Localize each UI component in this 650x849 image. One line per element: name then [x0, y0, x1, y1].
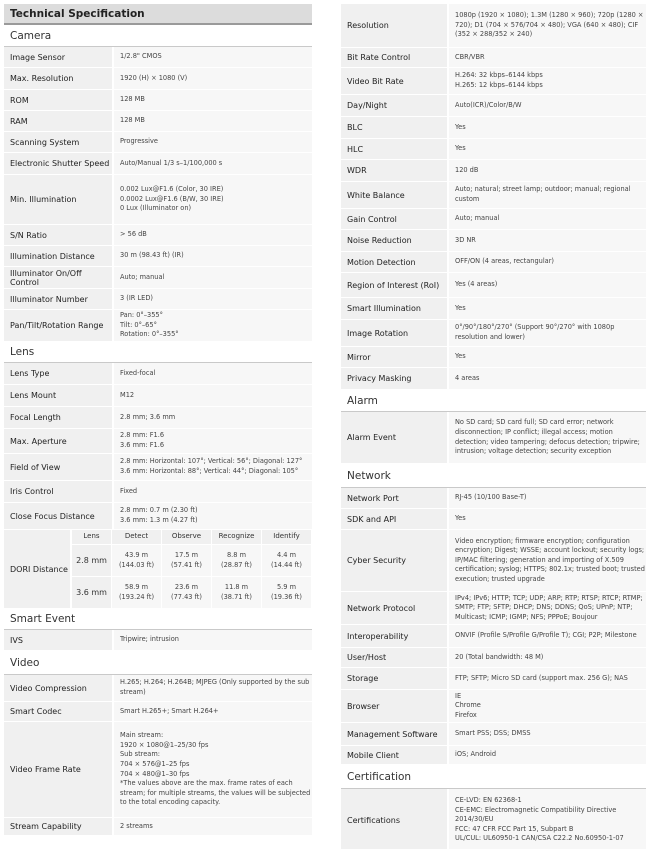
spec-key: Image Rotation	[341, 320, 447, 346]
spec-key: Day/Night	[341, 95, 447, 116]
dori-table	[4, 530, 312, 609]
spec-key: WDR	[341, 160, 447, 181]
spec-key: Smart Illumination	[341, 298, 447, 319]
spec-key: Lens Mount	[4, 385, 112, 406]
spec-value-text: Auto; manual	[455, 214, 500, 223]
spec-row	[341, 530, 646, 592]
spec-key: Region of Interest (RoI)	[341, 273, 447, 297]
spec-value	[112, 481, 312, 502]
image-settings-table	[341, 4, 646, 390]
dori-cell-lens: 3.6 mm	[72, 577, 112, 609]
spec-value-text: Yes (4 areas)	[455, 280, 498, 289]
spec-value-text: 128 MB	[120, 95, 145, 104]
dori-cell-observe: 17.5 m (57.41 ft)	[162, 545, 212, 577]
dori-header: Identify	[262, 530, 312, 545]
video-table	[4, 675, 312, 836]
spec-value	[112, 363, 312, 384]
spec-key: Video Frame Rate	[4, 722, 112, 817]
spec-key: User/Host	[341, 648, 447, 667]
spec-key: Certifications	[341, 789, 447, 849]
spec-value	[447, 209, 646, 229]
spec-row	[4, 153, 312, 175]
spec-row	[341, 509, 646, 530]
spec-key: ROM	[4, 90, 112, 110]
spec-value	[447, 320, 646, 346]
spec-value	[447, 182, 646, 208]
spec-value-text: 2.8 mm; 3.6 mm	[120, 412, 176, 421]
spec-key: Storage	[341, 668, 447, 689]
spec-key: Video Compression	[4, 675, 112, 701]
spec-value-text: FTP; SFTP; Micro SD card (support max. 256 G); NAS	[455, 673, 628, 682]
certification-table	[341, 789, 646, 849]
spec-value	[447, 117, 646, 138]
lens-table	[4, 363, 312, 530]
alarm-table	[341, 412, 646, 464]
spec-value-text: Progressive	[120, 137, 158, 146]
spec-value	[447, 273, 646, 297]
spec-key: IVS	[4, 630, 112, 650]
spec-value-text: H.265; H.264; H.264B; MJPEG (Only supported by the sub stream)	[120, 678, 310, 696]
spec-key: Scanning System	[4, 132, 112, 152]
spec-value	[447, 347, 646, 367]
spec-row	[4, 675, 312, 702]
dori-header: Recognize	[212, 530, 262, 545]
spec-value	[447, 4, 646, 47]
spec-value	[112, 246, 312, 266]
spec-row	[341, 320, 646, 347]
spec-value-text: Yes	[455, 122, 466, 131]
spec-key: Privacy Masking	[341, 368, 447, 389]
spec-value-text: 0.002 Lux@F1.6 (Color, 30 IRE) 0.0002 Lux@F1.6 (B/W, 30 IRE) 0 Lux (Illuminator on)	[120, 185, 224, 213]
spec-key: SDK and API	[341, 509, 447, 529]
spec-value	[447, 648, 646, 667]
spec-key: Iris Control	[4, 481, 112, 502]
spec-value-text: iOS; Android	[455, 750, 497, 759]
spec-key: Mirror	[341, 347, 447, 367]
spec-key: Video Bit Rate	[341, 68, 447, 94]
dori-cell-identify: 4.4 m (14.44 ft)	[262, 545, 312, 577]
spec-key: Network Port	[341, 488, 447, 508]
spec-value	[447, 723, 646, 745]
spec-row	[4, 47, 312, 68]
spec-key: Gain Control	[341, 209, 447, 229]
spec-value-text: Tripwire; intrusion	[120, 635, 179, 644]
spec-value	[447, 298, 646, 319]
spec-key: Management Software	[341, 723, 447, 745]
spec-value-text: OFF/ON (4 areas, rectangular)	[455, 257, 554, 266]
dori-cell-identify: 5.9 m (19.36 ft)	[262, 577, 312, 609]
spec-value	[447, 789, 646, 849]
spec-row	[341, 347, 646, 368]
spec-row	[4, 90, 312, 111]
spec-value-text: 3 (IR LED)	[120, 294, 153, 303]
spec-row	[341, 368, 646, 390]
spec-value-text: 120 dB	[455, 165, 479, 174]
spec-value	[447, 530, 646, 591]
spec-row	[4, 267, 312, 289]
spec-row	[341, 723, 646, 746]
right-column	[341, 4, 646, 849]
spec-value-text: > 56 dB	[120, 230, 147, 239]
spec-value-text: Auto; manual	[120, 272, 165, 281]
spec-row	[341, 648, 646, 668]
spec-value	[447, 230, 646, 251]
spec-value	[447, 368, 646, 389]
spec-key: Motion Detection	[341, 252, 447, 272]
spec-value	[447, 48, 646, 67]
video-heading: Video	[4, 651, 312, 675]
network-heading: Network	[341, 464, 646, 488]
spec-key: White Balance	[341, 182, 447, 208]
spec-row	[341, 690, 646, 723]
dori-cell-observe: 23.6 m (77.43 ft)	[162, 577, 212, 609]
spec-row	[341, 789, 646, 849]
spec-key: Cyber Security	[341, 530, 447, 591]
spec-row	[341, 298, 646, 320]
spec-row	[4, 68, 312, 90]
spec-value	[112, 818, 312, 835]
spec-row	[4, 407, 312, 429]
lens-heading: Lens	[4, 342, 312, 363]
spec-row	[4, 722, 312, 818]
spec-key: Max. Aperture	[4, 429, 112, 453]
spec-value	[112, 175, 312, 224]
dori-grid	[70, 530, 312, 608]
spec-row	[4, 818, 312, 836]
spec-value	[112, 630, 312, 650]
spec-value	[447, 592, 646, 624]
smart-event-table	[4, 630, 312, 651]
spec-value	[112, 454, 312, 480]
spec-row	[341, 592, 646, 625]
dori-label: DORI Distance	[4, 530, 70, 608]
spec-key: Image Sensor	[4, 47, 112, 67]
spec-value	[112, 407, 312, 428]
spec-value-text: 4 areas	[455, 373, 480, 382]
spec-value-text: Auto(ICR)/Color/B/W	[455, 100, 522, 109]
spec-row	[4, 132, 312, 153]
spec-value	[447, 509, 646, 529]
spec-value-text: 0°/90°/180°/270° (Support 90°/270° with 1080p resolution and lower)	[455, 323, 615, 341]
spec-value-text: CBR/VBR	[455, 52, 485, 61]
spec-key: Browser	[341, 690, 447, 722]
spec-row	[341, 95, 646, 117]
spec-row	[341, 230, 646, 252]
spec-key: Smart Codec	[4, 702, 112, 721]
spec-key: Bit Rate Control	[341, 48, 447, 67]
spec-value-text: 20 (Total bandwidth: 48 M)	[455, 652, 544, 661]
spec-value-text: Main stream: 1920 × 1080@1–25/30 fps Sub stream: 704 × 576@1–25 fps 704 × 480@1–30 fps *The values above are the max. frame rates of each stream; for multiple streams, the values will be subjected to the total encoding capacity.	[120, 731, 311, 807]
network-table	[341, 488, 646, 765]
spec-value-text: Video encryption; firmware encryption; configuration encryption; Digest; WSSE; account lockout; security logs; IP/MAC filtering; generation and importing of X.509 certification; syslog; HTTPS; 802.1x; trusted boot; trusted execution; trusted upgrade	[455, 536, 645, 583]
spec-value-text: 2.8 mm: 0.7 m (2.30 ft) 3.6 mm: 1.3 m (4.27 ft)	[120, 506, 198, 524]
spec-key: Noise Reduction	[341, 230, 447, 251]
camera-heading: Camera	[4, 25, 312, 47]
spec-value-text: Yes	[455, 352, 466, 361]
spec-row	[4, 246, 312, 267]
spec-row	[341, 139, 646, 160]
spec-value	[447, 690, 646, 722]
spec-key: Focal Length	[4, 407, 112, 428]
spec-value	[112, 702, 312, 721]
spec-key: Min. Illumination	[4, 175, 112, 224]
dori-header: Observe	[162, 530, 212, 545]
dori-cell-detect: 43.9 m (144.03 ft)	[112, 545, 162, 577]
spec-row	[4, 363, 312, 385]
spec-key: S/N Ratio	[4, 225, 112, 245]
spec-row	[341, 117, 646, 139]
left-column	[4, 4, 312, 836]
spec-value	[112, 289, 312, 309]
spec-value	[112, 385, 312, 406]
spec-value-text: H.264: 32 kbps–6144 kbps H.265: 12 kbps–6144 kbps	[455, 71, 543, 89]
spec-row	[4, 481, 312, 503]
dori-cell-lens: 2.8 mm	[72, 545, 112, 577]
spec-value	[447, 252, 646, 272]
spec-row	[341, 209, 646, 230]
spec-key: Illumination Distance	[4, 246, 112, 266]
dori-cell-recognize: 11.8 m (38.71 ft)	[212, 577, 262, 609]
spec-row	[4, 702, 312, 722]
spec-row	[4, 385, 312, 407]
spec-row	[341, 273, 646, 298]
spec-value-text: Pan: 0°–355° Tilt: 0°–65° Rotation: 0°–355°	[120, 311, 179, 339]
spec-row	[4, 111, 312, 132]
spec-row	[341, 746, 646, 765]
spec-value	[447, 412, 646, 463]
spec-key: BLC	[341, 117, 447, 138]
spec-key: Interoperability	[341, 625, 447, 647]
spec-row	[4, 630, 312, 651]
certification-heading: Certification	[341, 765, 646, 789]
spec-value	[112, 675, 312, 701]
spec-key: HLC	[341, 139, 447, 159]
spec-row	[4, 289, 312, 310]
dori-cell-recognize: 8.8 m (28.87 ft)	[212, 545, 262, 577]
spec-value-text: 1080p (1920 × 1080); 1.3M (1280 × 960); 720p (1280 × 720); D1 (704 × 576/704 × 480); VGA (640 × 480); CIF (352 × 288/352 × 240)	[455, 11, 644, 39]
spec-key: Stream Capability	[4, 818, 112, 835]
spec-row	[341, 625, 646, 648]
spec-value	[447, 668, 646, 689]
spec-key: Mobile Client	[341, 746, 447, 764]
spec-value	[112, 310, 312, 341]
spec-value-text: IPv4; IPv6; HTTP; TCP; UDP; ARP; RTP; RTSP; RTCP; RTMP; SMTP; FTP; SFTP; DHCP; DNS; DDNS; QoS; UPnP; NTP; Multicast; ICMP; IGMP; NFS; PPPoE; Boujour	[455, 593, 643, 621]
spec-value	[447, 95, 646, 116]
spec-key: RAM	[4, 111, 112, 131]
spec-row	[4, 175, 312, 225]
spec-value-text: Auto; natural; street lamp; outdoor; manual; regional custom	[455, 185, 631, 203]
spec-value	[447, 625, 646, 647]
spec-row	[4, 503, 312, 530]
dori-header: Detect	[112, 530, 162, 545]
spec-value-text: Smart H.265+; Smart H.264+	[120, 706, 219, 715]
spec-value	[112, 111, 312, 131]
spec-key: Resolution	[341, 4, 447, 47]
spec-value-text: RJ-45 (10/100 Base-T)	[455, 493, 527, 502]
spec-row	[4, 454, 312, 481]
spec-key: Max. Resolution	[4, 68, 112, 89]
spec-key: Pan/Tilt/Rotation Range	[4, 310, 112, 341]
spec-value-text: Yes	[455, 303, 466, 312]
spec-value-text: 1/2.8" CMOS	[120, 52, 162, 61]
spec-key: Illuminator On/Off Control	[4, 267, 112, 288]
spec-value	[447, 139, 646, 159]
spec-row	[341, 4, 646, 48]
spec-value-text: 2.8 mm: Horizontal: 107°; Vertical: 56°; Diagonal: 127° 3.6 mm: Horizontal: 88°; Vertical: 44°; Diagonal: 105°	[120, 457, 303, 475]
spec-key: Alarm Event	[341, 412, 447, 463]
spec-row	[341, 160, 646, 182]
dori-cell-detect: 58.9 m (193.24 ft)	[112, 577, 162, 609]
spec-value-text: Fixed-focal	[120, 368, 156, 377]
spec-value	[447, 160, 646, 181]
spec-value-text: IE Chrome Firefox	[455, 691, 481, 719]
spec-row	[4, 310, 312, 342]
spec-value	[112, 225, 312, 245]
spec-key: Electronic Shutter Speed	[4, 153, 112, 174]
spec-value	[447, 746, 646, 764]
spec-title: Technical Specification	[4, 4, 312, 25]
smart-event-heading: Smart Event	[4, 609, 312, 630]
spec-value	[447, 488, 646, 508]
spec-row	[341, 48, 646, 68]
spec-row	[341, 668, 646, 690]
spec-value-text: ONVIF (Profile S/Profile G/Profile T); CGI; P2P; Milestone	[455, 631, 637, 640]
spec-value	[112, 90, 312, 110]
spec-value	[112, 68, 312, 89]
spec-row	[341, 488, 646, 509]
spec-value-text: 128 MB	[120, 116, 145, 125]
spec-value-text: Smart PSS; DSS; DMSS	[455, 729, 531, 738]
spec-value-text: No SD card; SD card full; SD card error; network disconnection; IP conflict; illegal access; motion detection; video tampering; defocus detection; tripwire; intrusion; voltage detection; security exception	[455, 418, 640, 456]
dori-header: Lens	[72, 530, 112, 545]
spec-row	[4, 225, 312, 246]
spec-value	[447, 68, 646, 94]
spec-value	[112, 267, 312, 288]
spec-key: Network Protocol	[341, 592, 447, 624]
spec-row	[341, 412, 646, 464]
spec-value-text: 30 m (98.43 ft) (IR)	[120, 251, 184, 260]
spec-value-text: M12	[120, 390, 135, 399]
spec-value-text: 1920 (H) × 1080 (V)	[120, 73, 188, 82]
spec-row	[341, 252, 646, 273]
spec-value-text: 2 streams	[120, 821, 153, 830]
spec-value	[112, 503, 312, 529]
spec-value-text: 3D NR	[455, 235, 476, 244]
spec-value	[112, 47, 312, 67]
spec-row	[341, 68, 646, 95]
spec-value-text: Yes	[455, 144, 466, 153]
spec-value-text: CE-LVD: EN 62368-1 CE-EMC: Electromagnetic Compatibility Directive 2014/30/EU FCC: 47 CFR FCC Part 15, Subpart B UL/CUL: UL60950-1 CAN/CSA C22.2 No.60950-1-07	[455, 796, 624, 843]
alarm-heading: Alarm	[341, 390, 646, 412]
spec-row	[4, 429, 312, 454]
spec-value-text: 2.8 mm: F1.6 3.6 mm: F1.6	[120, 431, 165, 449]
spec-key: Field of View	[4, 454, 112, 480]
spec-value-text: Fixed	[120, 486, 138, 495]
spec-key: Close Focus Distance	[4, 503, 112, 529]
spec-key: Illuminator Number	[4, 289, 112, 309]
camera-table	[4, 47, 312, 342]
spec-value	[112, 722, 312, 817]
spec-value-text: Auto/Manual 1/3 s–1/100,000 s	[120, 158, 223, 167]
spec-value	[112, 132, 312, 152]
spec-row	[341, 182, 646, 209]
spec-value	[112, 429, 312, 453]
spec-value	[112, 153, 312, 174]
spec-value-text: Yes	[455, 514, 466, 523]
spec-key: Lens Type	[4, 363, 112, 384]
